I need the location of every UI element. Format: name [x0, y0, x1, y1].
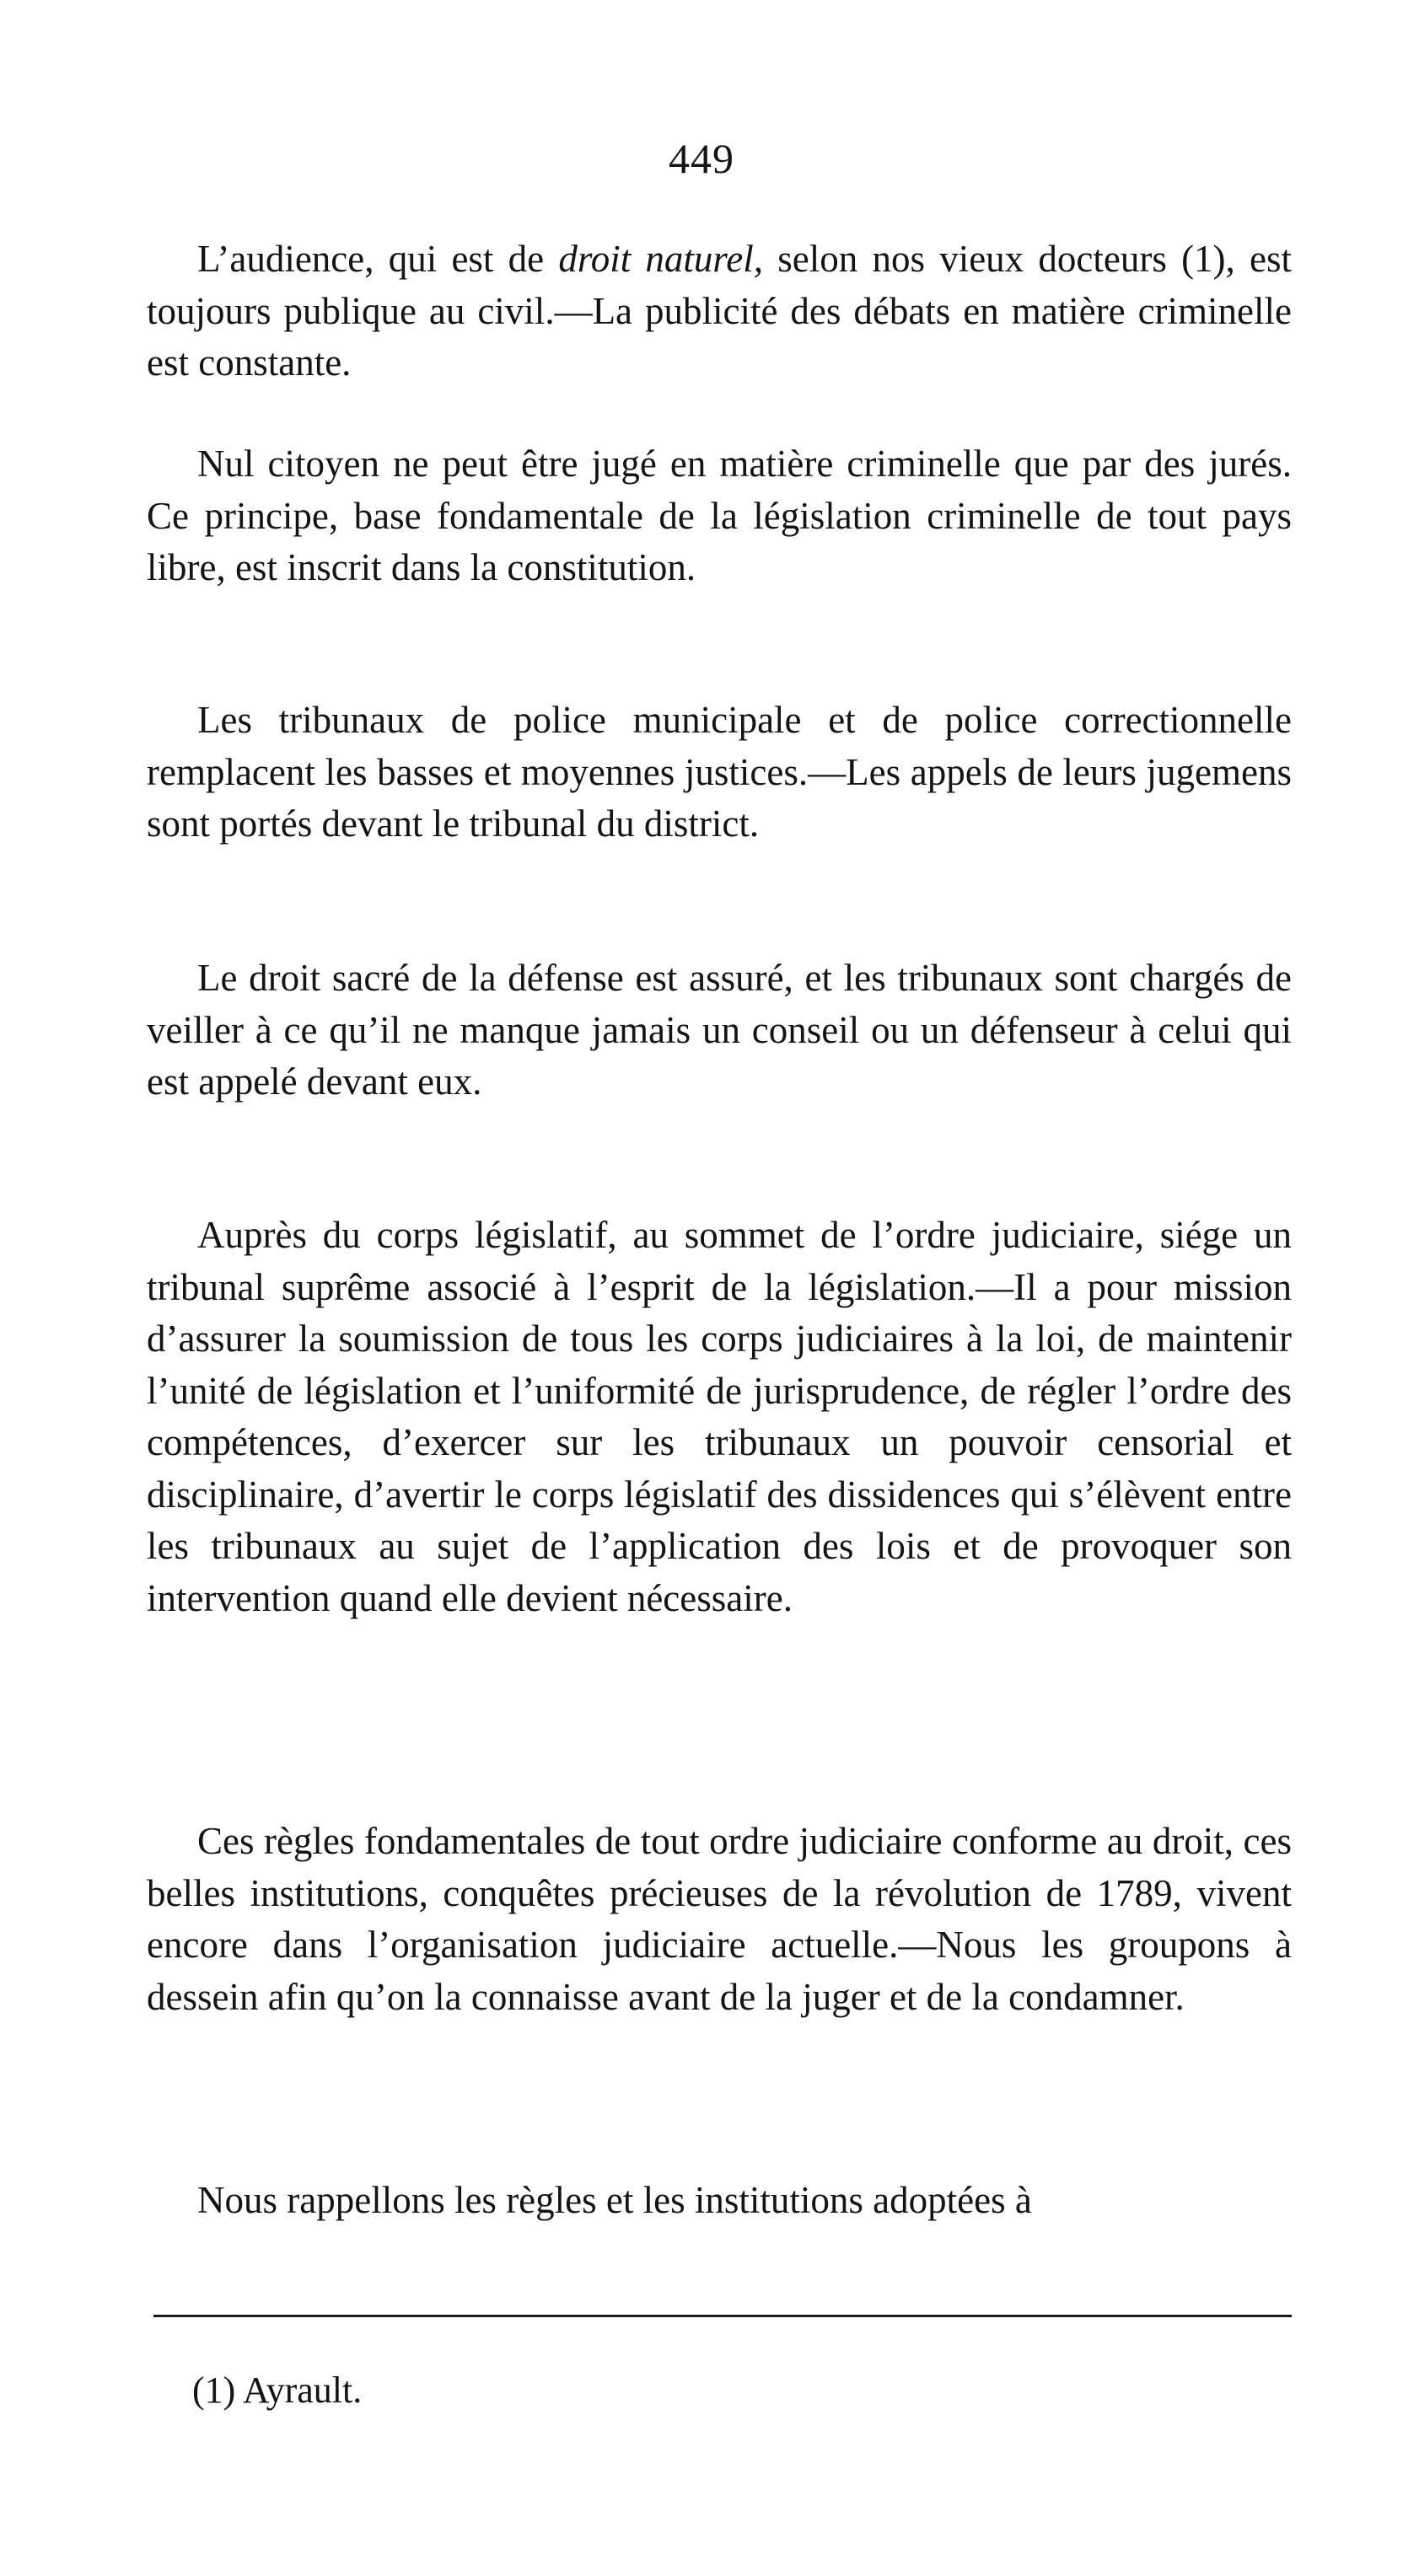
footnote-text: Ayrault. — [235, 2369, 363, 2411]
footnote — [192, 2367, 362, 2414]
paragraph-6: Ces règles fondamentales de tout ordre judiciaire conforme au droit, ces belles institutions, conquêtes précieuses de la révolution de 1789, vivent encore dans l’organisation judiciaire actuelle.—Nous les groupons à dessein afin qu’on la connaisse avant de la juger et de la condamner. — [147, 1820, 1292, 2018]
paragraph-1 — [147, 233, 1292, 389]
italic-phrase: droit naturel, — [558, 238, 764, 280]
footnote-marker: (1) — [192, 2369, 236, 2411]
paragraph-3: Les tribunaux de police municipale et de police correctionnelle remplacent les basses et moyennes justices.—Les appels de leurs jugemens sont portés devant le tribunal du district. — [147, 699, 1292, 845]
paragraph-5: Auprès du corps législatif, au sommet de l’ordre judiciaire, siége un tribunal suprême associé à l’esprit de la législation.—Il a pour mission d’assurer la soumission de tous les corps judiciaires à la loi, de maintenir l’unité de législation et l’uniformité de jurisprudence, de régler l’ordre des compétences, d’exercer sur les tribunaux un pouvoir censorial et disciplinaire, d’avertir le corps législatif des dissidences qui s’élèvent entre les tribunaux au sujet de l’application des lois et de provoquer son intervention quand elle devient nécessaire. — [147, 1214, 1292, 1619]
paragraph-1-rest: selon nos vieux docteurs (1), est toujours publique au civil.—La publicité des débats en matière criminelle est constante. — [147, 238, 1293, 384]
footnote-divider — [153, 2315, 1292, 2317]
paragraph-4: Le droit sacré de la défense est assuré, et les tribunaux sont chargés de veiller à ce qu’il ne manque jamais un conseil ou un défenseur à celui qui est appelé devant eux. — [147, 957, 1292, 1103]
page-number: 449 — [669, 135, 734, 182]
paragraph-1-lead: L’audience, qui est de — [197, 238, 559, 280]
paragraph-7: Nous rappellons les règles et les institutions adoptées à — [197, 2179, 1032, 2221]
paragraph-2: Nul citoyen ne peut être jugé en matière criminelle que par des jurés. Ce principe, base fondamentale de la législation criminelle de tout pays libre, est inscrit dans la constitution. — [147, 443, 1292, 588]
